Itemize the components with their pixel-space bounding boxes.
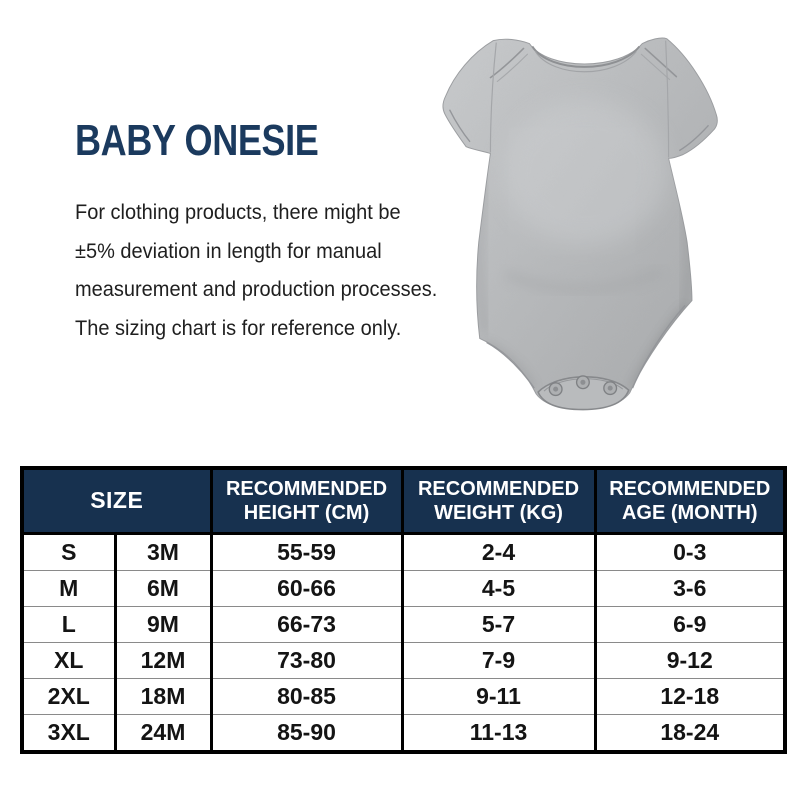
age-cell: 6-9 [595, 607, 785, 643]
baby-onesie-image [429, 26, 731, 430]
weight-cell: 5-7 [402, 607, 595, 643]
table-row [22, 715, 785, 753]
size-cell: XL [22, 643, 115, 679]
description-line: For clothing products, there might be [75, 200, 401, 224]
size-cell: L [22, 607, 115, 643]
size-cell: M [22, 571, 115, 607]
size-cell: S [22, 534, 115, 571]
month-cell: 24M [115, 715, 211, 753]
height-cell: 85-90 [211, 715, 402, 753]
header-recommended-weight: RECOMMENDED WEIGHT (KG) [402, 468, 595, 534]
header-recommended-height: RECOMMENDED HEIGHT (CM) [211, 468, 402, 534]
intro-block [75, 116, 475, 347]
product-description [75, 193, 447, 347]
height-cell: 55-59 [211, 534, 402, 571]
age-cell: 3-6 [595, 571, 785, 607]
age-cell: 18-24 [595, 715, 785, 753]
height-cell: 60-66 [211, 571, 402, 607]
weight-cell: 11-13 [402, 715, 595, 753]
page-title: BABY ONESIE [75, 116, 319, 165]
description-line: ±5% deviation in length for manual [75, 238, 382, 263]
header-size: SIZE [22, 468, 211, 534]
height-cell: 80-85 [211, 679, 402, 715]
table-row [22, 571, 785, 607]
month-cell: 12M [115, 643, 211, 679]
weight-cell: 9-11 [402, 679, 595, 715]
weight-cell: 4-5 [402, 571, 595, 607]
size-cell: 2XL [22, 679, 115, 715]
weight-cell: 7-9 [402, 643, 595, 679]
size-chart-header-row [22, 468, 785, 534]
size-cell: 3XL [22, 715, 115, 753]
month-cell: 3M [115, 534, 211, 571]
month-cell: 18M [115, 679, 211, 715]
age-cell: 0-3 [595, 534, 785, 571]
header-recommended-age: RECOMMENDED AGE (MONTH) [595, 468, 785, 534]
age-cell: 9-12 [595, 643, 785, 679]
table-row [22, 679, 785, 715]
table-row [22, 643, 785, 679]
month-cell: 6M [115, 571, 211, 607]
size-chart [20, 466, 783, 754]
table-row [22, 607, 785, 643]
description-line: The sizing chart is for reference only. [75, 315, 402, 340]
month-cell: 9M [115, 607, 211, 643]
height-cell: 73-80 [211, 643, 402, 679]
description-line: measurement and production processes. [75, 277, 438, 301]
height-cell: 66-73 [211, 607, 402, 643]
weight-cell: 2-4 [402, 534, 595, 571]
age-cell: 12-18 [595, 679, 785, 715]
table-row [22, 534, 785, 571]
onesie-shading [429, 26, 731, 430]
